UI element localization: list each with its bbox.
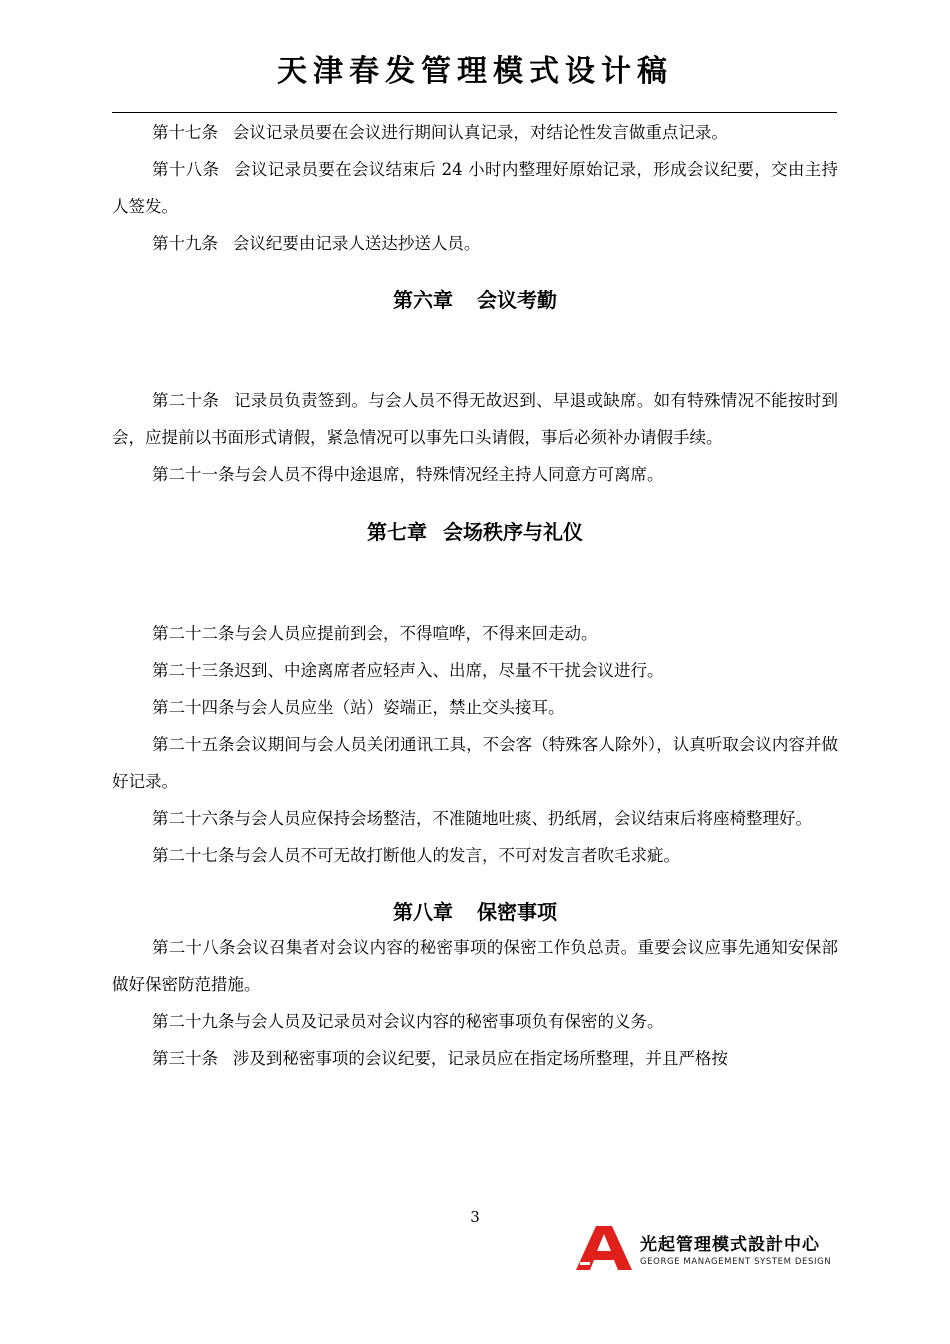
article-27: [112, 837, 838, 874]
logo-subtitle: GEORGE MANAGEMENT SYSTEM DESIGN: [640, 1257, 832, 1267]
article-29: [112, 1003, 838, 1040]
article-text: 记录员负责签到。与会人员不得无故迟到、早退或缺席。如有特殊情况不能按时到会，应提前以书面形式请假，紧急情况可以事先口头请假，事后必须补办请假手续。: [112, 391, 839, 447]
chapter-8-heading: [112, 897, 838, 927]
chapter-title: 会议考勤: [477, 288, 557, 312]
article-20: [112, 382, 838, 456]
article-number: 第十九条: [152, 234, 218, 253]
article-text: 第二十九条与会人员及记录员对会议内容的秘密事项负有保密的义务。: [152, 1012, 664, 1031]
article-22: [112, 615, 838, 652]
logo-a-mark-icon: [574, 1226, 634, 1270]
article-number: 第十七条: [152, 123, 218, 142]
article-text: 会议记录员要在会议进行期间认真记录，对结论性发言做重点记录。: [232, 123, 728, 142]
article-18: [112, 151, 838, 225]
page-header-title: 天津春发管理模式设计稿: [277, 54, 673, 89]
chapter-title: 保密事项: [477, 900, 557, 924]
article-number: 第三十条: [152, 1049, 218, 1068]
article-text: 涉及到秘密事项的会议纪要，记录员应在指定场所整理，并且严格按: [232, 1049, 728, 1068]
article-text: 第二十五条会议期间与会人员关闭通讯工具，不会客（特殊客人除外），认真听取会议内容并做好记录。: [112, 735, 838, 791]
article-17: [112, 114, 838, 151]
article-19: [112, 225, 838, 262]
article-text: 第二十三条迟到、中途离席者应轻声入、出席，尽量不干扰会议进行。: [152, 661, 664, 680]
document-body: [112, 114, 838, 1077]
article-21: [112, 456, 838, 493]
article-30: [112, 1040, 838, 1077]
article-text: 会议纪要由记录人送达抄送人员。: [232, 234, 481, 253]
article-text: 第二十八条会议召集者对会议内容的秘密事项的保密工作负总责。重要会议应事先通知安保部做好保密防范措施。: [112, 938, 838, 994]
article-text: 第二十四条与会人员应坐（站）姿端正，禁止交头接耳。: [152, 698, 565, 717]
article-text: 第二十六条与会人员应保持会场整洁，不准随地吐痰、扔纸屑，会议结束后将座椅整理好。: [152, 809, 812, 828]
chapter-number: 第七章: [367, 520, 427, 544]
article-number: 第二十条: [152, 391, 220, 410]
article-26: [112, 800, 838, 837]
article-28: [112, 929, 838, 1003]
header-divider: [112, 112, 837, 113]
article-text: 会议记录员要在会议结束后 24 小时内整理好原始记录，形成会议纪要，交由主持人签发。: [112, 160, 838, 216]
article-number: 第十八条: [152, 160, 220, 179]
article-text: 第二十一条与会人员不得中途退席，特殊情况经主持人同意方可离席。: [152, 465, 664, 484]
chapter-number: 第八章: [393, 900, 453, 924]
page-number: 3: [470, 1208, 480, 1226]
article-text: 第二十二条与会人员应提前到会，不得喧哗，不得来回走动。: [152, 624, 598, 643]
company-logo: [574, 1226, 844, 1272]
article-25: [112, 726, 838, 800]
chapter-title: 会场秩序与礼仪: [443, 520, 583, 544]
article-24: [112, 689, 838, 726]
article-23: [112, 652, 838, 689]
chapter-6-heading: [112, 285, 838, 315]
logo-name: 光起管理模式設計中心: [640, 1235, 820, 1255]
chapter-7-heading: [112, 517, 838, 547]
article-text: 第二十七条与会人员不可无故打断他人的发言，不可对发言者吹毛求疵。: [152, 846, 680, 865]
chapter-number: 第六章: [393, 288, 453, 312]
